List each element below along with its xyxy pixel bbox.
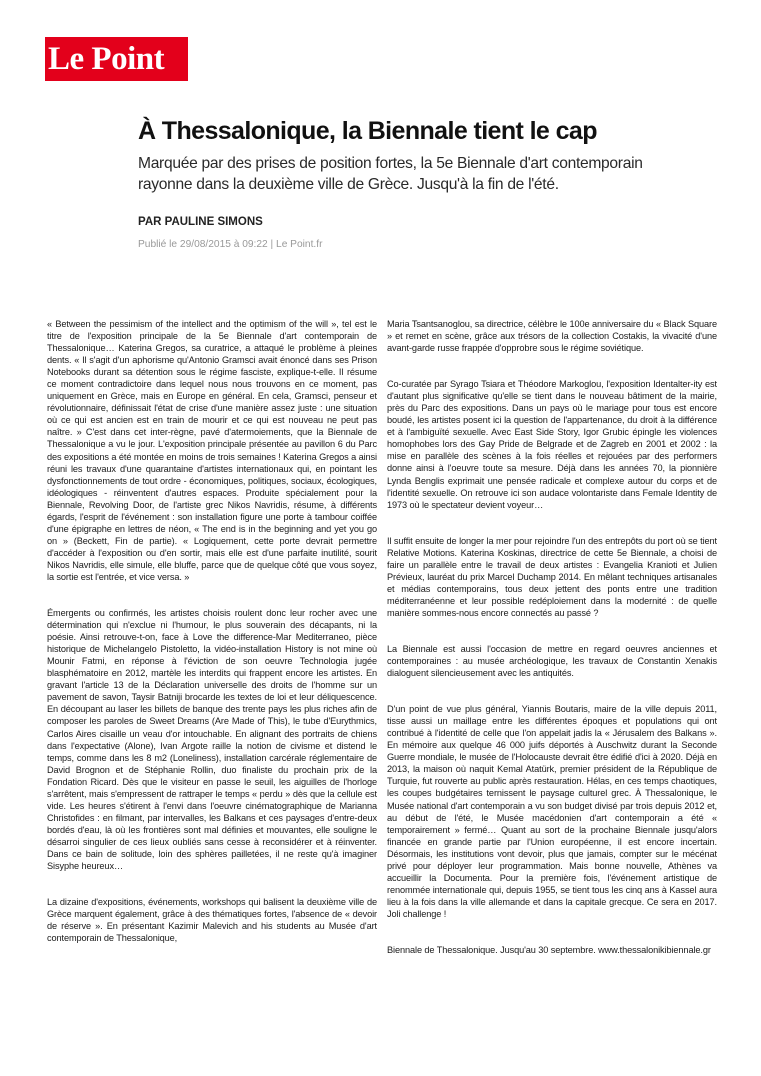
body-paragraph: Émergents ou confirmés, les artistes choisis roulent donc leur rocher avec une détermination qui n'exclue ni l'humour, le plus souverain des décapants, ni la poésie. Ainsi retrouve-t-on, face à Love the difference-Mar Mediterraneo, pièce historique de Michelangelo Pistoletto, la vidéo-installation History is not mine où Mounir Fatmi, en réponse à l'éviction de son oeuvre Technologia jugée blasphématoire en 2012, martèle les interdits qui frappent encore les artistes. En gravant l'article 13 de la Déclaration universelle des droits de l'homme sur un pavement de savon, Taysir Batniji brocarde les textes de loi et leur déliquescence. En découpant au laser les billets de banque des trente pays les plus riches afin de composer les paroles de Sweet Dreams (Are Made of This), le tube d'Eurythmics, Carlos Aires cisaille un veau d'or intouchable. En alignant des portraits de chiens dans l'expectative (Alone), Ivan Argote raille la notion de civisme et distend le temps, comme dans les 8 m2 (Loneliness), installation carcérale réglementaire de David Brognon et de Stéphanie Rollin, duo finaliste du prochain prix de la Fondation Ricard. Dès que le visiteur en passe le seuil, les aiguilles de l'horloge s'arrêtent, mais s'empressent de rattraper le temps « perdu » dès que la cellule est vide. Les heures s'étirent à l'envi dans l'oeuvre cinématographique de Marianna Christofides : en filmant, par intervalles, les Balkans et ces paysages d'entre-deux bordés d'eau, là où les frontières sont mal définies et mouvantes, elle souligne le désarroi singulier de ces lieux oubliés sans cesse à reconsidérer et à réinventer. Dans ce bain de solitude, loin des sphères pailletées, il ne reste qu'à imaginer Sisyphe heureux…	[47, 608, 377, 872]
body-paragraph: La dizaine d'expositions, événements, workshops qui balisent la deuxième ville de Grèce marquent également, grâce à des thématiques fortes, l'absence de « devoir de réserve ». En présentant Kazimir Malevich and his students au Musée d'art contemporain de Thessalonique,	[47, 897, 377, 944]
article-byline: PAR PAULINE SIMONS	[138, 216, 263, 228]
publication-meta: Publié le 29/08/2015 à 09:22 | Le Point.fr	[138, 239, 323, 250]
article-standfirst: Marquée par des prises de position fortes, la 5e Biennale d'art contemporain rayonne dans la deuxième ville de Grèce. Jusqu'à la fin de l'été.	[138, 155, 643, 193]
body-paragraph: Maria Tsantsanoglou, sa directrice, célèbre le 100e anniversaire du « Black Square » et remet en scène, grâce aux trésors de la collection Costakis, la vivacité d'une avant-garde russe frappée d'opprobre sous le régime soviétique.	[387, 319, 717, 354]
le-point-logo[interactable]: Le Point	[45, 37, 188, 81]
body-paragraph-footer: Biennale de Thessalonique. Jusqu'au 30 septembre. www.thessalonikibiennale.gr	[387, 944, 711, 955]
body-paragraph: « Between the pessimism of the intellect and the optimism of the will », tel est le titre de l'exposition principale de la 5e Biennale d'art contemporain de Thessalonique… Katerina Gregos, sa curatrice, a attaqué le problème à pleines dents. « Il s'agit d'un aphorisme qu'Antonio Gramsci avait énoncé dans ses Prison Notebooks durant sa détention sous le régime fasciste, explique-t-elle. Il résume ce moment contradictoire dans lequel nous nous trouvons en ce moment, pas uniquement en Grèce, mais en Europe en général. En cela, Gramsci, penseur et révolutionnaire, définissait l'état de crise d'une manière assez juste : une situation où ce qui est ancien est en train de mourir et ce qui est nouveau ne peut pas naître. » C'est dans cet inter-règne, pavé d'atermoiements, que la Biennale de Thessalonique a vu le jour. L'exposition principale présentée au pavillon 6 du Parc des expositions a été montée en moins de trois semaines ! Katerina Gregos a ainsi réuni les travaux d'une quarantaine d'artistes internationaux qui, en pointant les dysfonctionnements de tout ordre - économiques, politiques, sociaux, écologiques, idéologiques - réinventent d'autres espaces. Produite spécialement pour la Biennale, Revolving Door, de l'artiste grec Nikos Navridis, résume, à différents égards, l'esprit de l'événement : son installation figure une porte à tambour coiffée d'une épigraphe en lettres de néon, « The end is in the beginning and yet you go on » (Beckett, Fin de partie). « Logiquement, cette porte devrait permettre d'accéder à l'exposition ou d'en sortir, mais elle est d'une parfaite inutilité, sourit Nikos Navridis, elle simule, elle bluffe, parce que de quelque côté que vous soyez, la sortie est l'entrée, et vice versa. »	[47, 319, 377, 582]
article-title: À Thessalonique, la Biennale tient le cap	[138, 117, 597, 145]
body-column-left	[47, 318, 377, 944]
body-column-right	[387, 318, 717, 956]
body-paragraph: Il suffit ensuite de longer la mer pour rejoindre l'un des entrepôts du port où se tient Relative Motions. Katerina Koskinas, directrice de cette 5e Biennale, a choisi de faire un parallèle entre le travail de deux artistes : Evangelia Kranioti et Julien Prévieux, lauréat du prix Marcel Duchamp 2014. En mêlant techniques artisanales et médias contemporains, tous deux jettent des ponts entre une tradition méditerranéenne et leur possible redéploiement dans la modernité : de quelle manière sommes-nous encore connectés au passé ?	[387, 535, 717, 618]
body-paragraph: D'un point de vue plus général, Yiannis Boutaris, maire de la ville depuis 2011, tisse aussi un maillage entre les différentes époques et populations qui ont contribué à l'identité de celle que l'on appelait jadis la « Jérusalem des Balkans ». En mémoire aux quelque 46 000 juifs déportés à Auschwitz durant la Seconde Guerre mondiale, le musée de l'Holocauste devrait être édifié d'ici à 2020. Déjà en 2013, la maison où naquit Kemal Atatürk, premier président de la République de Turquie, fut rouverte au public après restauration. Hélas, en ces temps chaotiques, les coupes budgétaires ternissent le paysage culturel grec. À Thessalonique, le Musée national d'art contemporain a vu son budget divisé par trois depuis 2012 et, au début de l'été, le Musée macédonien d'art contemporain a été « temporairement » fermé… Quant au sort de la prochaine Biennale jusqu'alors financée en grande partie par l'Union européenne, il est encore incertain. Désormais, les institutions vont devoir, plus que jamais, compter sur le mécénat privé pour déployer leur programmation. Mais bonne nouvelle, Athènes va accueillir la Documenta. Pour la première fois, l'événement artistique de renommée internationale qui, depuis 1955, se tient tous les cinq ans à Kassel aura lieu à la fois dans la ville allemande et dans la capitale grecque. Ce sera en 2017. Joli challenge !	[387, 704, 717, 919]
body-paragraph: Co-curatée par Syrago Tsiara et Théodore Markoglou, l'exposition Identalter-ity est d'autant plus significative qu'elle se tient dans le nouveau bâtiment de la mairie, près du Parc des expositions. Dans un pays où le mariage pour tous est encore boudé, les artistes posent ici la question de l'appartenance, du droit à la différence et à l'ambiguïté sexuelle. Avec East Side Story, Igor Grubic épingle les violences homophobes lors des Gay Pride de Belgrade et de Zagreb en 2001 et 2002 : la mise en parallèle des scènes à la fois réelles et rejouées par des performers donne ainsi à l'oeuvre toute sa mesure. Déjà dans les années 70, la pionnière Lynda Benglis exprimait une pensée radicale et complexe autour du corps et de l'identité sexuelle. On retrouve ici son audace volontariste dans Female Identity de 1973 où le spectateur devient voyeur…	[387, 379, 717, 510]
body-paragraph: La Biennale est aussi l'occasion de mettre en regard oeuvres anciennes et contemporaines : au musée archéologique, les travaux de Constantin Xenakis dialoguent silencieusement avec les antiquités.	[387, 643, 717, 679]
